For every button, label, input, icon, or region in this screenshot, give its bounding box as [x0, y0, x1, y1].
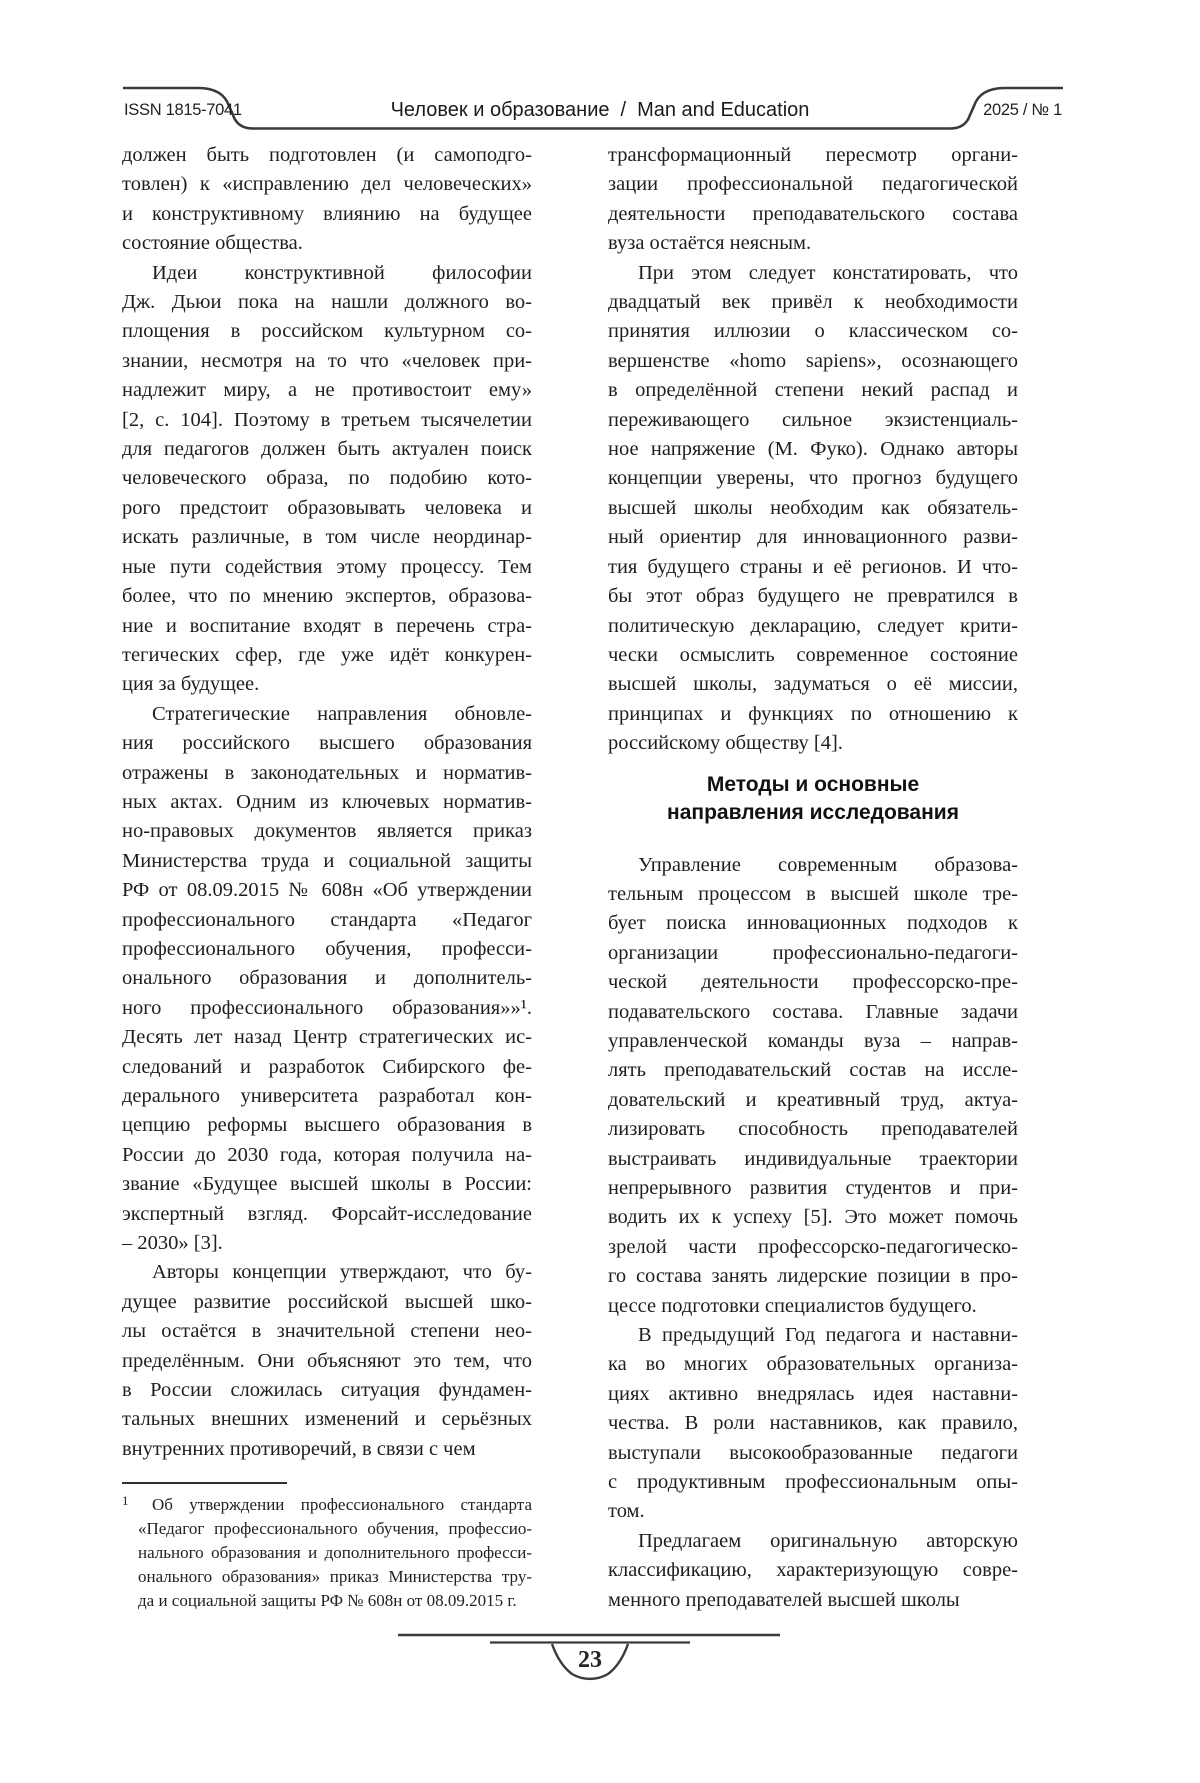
text-line: Идеи конструктивной философии	[152, 261, 532, 284]
text-line: внутренних противоречий, в связи с чем	[122, 1437, 476, 1460]
text-line: бы этот образ будущего не превратился в	[608, 585, 1018, 608]
text-line: принципах и функциях по отношению к	[608, 702, 1018, 725]
paragraph	[608, 141, 1018, 259]
page-number: 23	[578, 1647, 602, 1673]
right-column-paragraphs	[608, 141, 1018, 1615]
footnote-line: да и социальной защиты РФ № 608н от 08.09.2015 г.	[138, 1591, 517, 1611]
text-line: вершенстве «homo sapiens», осознающего	[608, 349, 1018, 372]
text-line: водить их к успеху [5]. Это может помочь	[608, 1206, 1018, 1229]
text-line: довательский и креативный труд, актуа-	[608, 1088, 1018, 1111]
text-line: Управление современным образова-	[638, 853, 1018, 876]
footnote-line: онального образования» приказ Министерства тру-	[138, 1567, 532, 1587]
text-line: дущее развитие российской высшей шко-	[122, 1290, 532, 1313]
text-line: классификацию, характеризующую совре-	[608, 1559, 1018, 1582]
paragraph	[608, 259, 1018, 759]
left-column-paragraphs	[122, 141, 532, 1464]
footnote-line: «Педагог профессионального обучения, профессио-	[138, 1519, 532, 1539]
text-line: дерального университета разработал кон-	[122, 1085, 532, 1107]
text-line: высшей школы, задуматься о её миссии,	[608, 673, 1018, 696]
text-line: высшей школы необходим как обязатель-	[608, 496, 1018, 519]
text-line: профессионального стандарта «Педагог	[122, 908, 532, 931]
text-line: подавательского состава. Главные задачи	[608, 1000, 1018, 1023]
text-line: ных актах. Одним из ключевых норматив-	[122, 790, 532, 813]
text-line: организации профессионально-педагоги-	[608, 941, 1018, 964]
text-line: Авторы концепции утверждают, что бу-	[152, 1261, 532, 1284]
text-line: цепцию реформы высшего образования в	[122, 1114, 532, 1137]
paragraph	[608, 851, 1018, 1322]
text-line: отражены в законодательных и норматив-	[122, 761, 532, 784]
text-line: ция за будущее.	[122, 673, 260, 696]
text-line: с продуктивным профессиональным опы-	[608, 1471, 1018, 1494]
text-line: ния российского высшего образования	[122, 732, 532, 755]
text-line: выстраивать индивидуальные траектории	[608, 1147, 1018, 1170]
paragraph	[122, 141, 532, 259]
text-line: ный ориентир для инновационного разви-	[608, 526, 1018, 549]
heading-line: Методы и основные	[706, 772, 920, 796]
text-line: надлежит миру, а не противостоит ему»	[122, 379, 532, 402]
text-line: лы остаётся в значительной степени нео-	[122, 1320, 532, 1343]
text-line: зрелой части профессорско-педагогическо-	[608, 1235, 1018, 1258]
text-line: Десять лет назад Центр стратегических ис-	[122, 1026, 532, 1049]
text-line: В предыдущий Год педагога и наставни-	[638, 1324, 1018, 1347]
paragraph	[608, 1527, 1018, 1615]
text-line: цессе подготовки специалистов будущего.	[608, 1294, 977, 1317]
text-line: ного профессионального образования»»¹.	[122, 996, 532, 1019]
text-line: тегических сфер, где уже идёт конкурен-	[122, 643, 532, 666]
text-line: концепции уверены, что прогноз будущего	[608, 467, 1018, 490]
text-line: чески осмыслить современное состояние	[608, 643, 1018, 666]
heading-line: направления исследования	[667, 800, 959, 824]
text-line: чества. В роли наставников, как правило,	[608, 1412, 1018, 1435]
text-line: звание «Будущее высшей школы в России:	[122, 1173, 532, 1196]
text-line: ческой деятельности профессорско-пре-	[608, 971, 1018, 994]
text-line: непрерывного развития студентов и при-	[608, 1177, 1018, 1199]
text-line: [2, с. 104]. Поэтому в третьем тысячелетии	[122, 408, 532, 431]
text-line: двадцатый век привёл к необходимости	[608, 291, 1018, 314]
text-line: экспертный взгляд. Форсайт-исследование	[122, 1202, 532, 1225]
text-line: лизировать способность преподавателей	[608, 1118, 1018, 1141]
paragraph	[122, 259, 532, 700]
text-line: выступали высокообразованные педагоги	[608, 1441, 1018, 1464]
text-line: и конструктивному влиянию на будущее	[122, 202, 532, 225]
text-line: рого предстоит образовывать человека и	[122, 496, 532, 519]
text-line: пределённым. Они объясняют это тем, что	[122, 1349, 532, 1372]
text-line: ка во многих образовательных организа-	[608, 1353, 1018, 1376]
text-line: ные пути содействия этому процессу. Тем	[122, 555, 532, 578]
text-line: онального образования и дополнитель-	[122, 967, 532, 990]
text-line: тия будущего страны и её регионов. И что-	[608, 555, 1018, 578]
text-line: РФ от 08.09.2015 № 608н «Об утверждении	[122, 879, 532, 902]
text-line: в России сложилась ситуация фундамен-	[122, 1379, 532, 1402]
text-line: знании, несмотря на то что «человек при-	[122, 349, 532, 372]
text-line: российскому обществу [4].	[608, 732, 843, 755]
text-line: лять преподавательский состав на иссле-	[608, 1059, 1018, 1082]
footnote-line: нального образования и дополнительного професси-	[138, 1543, 532, 1563]
text-line: Дж. Дьюи пока на нашли должного во-	[122, 291, 532, 314]
section-heading	[608, 771, 1018, 827]
text-line: тальных внешних изменений и серьёзных	[122, 1408, 532, 1431]
text-line: менного преподавателей высшей школы	[608, 1588, 960, 1611]
text-line: тельным процессом в высшей школе тре-	[608, 882, 1018, 905]
text-line: переживающего сильное экзистенциаль-	[608, 408, 1018, 431]
text-line: принятия иллюзии о классическом со-	[608, 320, 1018, 343]
text-line: но-правовых документов является приказ	[122, 820, 532, 843]
text-line: состояние общества.	[122, 232, 303, 255]
text-line: искать различные, в том числе неординар-	[122, 526, 532, 549]
footnote-separator	[122, 1482, 287, 1484]
text-line: ное напряжение (М. Фуко). Однако авторы	[608, 438, 1018, 461]
text-line: зации профессиональной педагогической	[608, 173, 1018, 196]
text-line: Министерства труда и социальной защиты	[122, 849, 532, 872]
text-line: – 2030» [3].	[122, 1232, 223, 1255]
journal-title-ru: Человек и образование	[390, 99, 610, 121]
text-line: трансформационный пересмотр органи-	[608, 144, 1018, 166]
text-line: политическую декларацию, следует крити-	[608, 614, 1018, 637]
text-line: При этом следует констатировать, что	[638, 261, 1018, 284]
text-line: том.	[608, 1500, 645, 1523]
issn-label: ISSN 1815-7041	[124, 101, 242, 119]
text-line: Предлагаем оригинальную авторскую	[638, 1529, 1018, 1552]
left-column	[122, 141, 532, 1613]
footnote-line: 1 Об утверждении профессионального стандарта	[138, 1493, 532, 1517]
text-line: следований и разработок Сибирского фе-	[122, 1055, 532, 1078]
right-column	[608, 141, 1018, 1615]
text-line: ние и воспитание входят в перечень стра-	[122, 614, 532, 637]
paragraph	[122, 1258, 532, 1464]
paragraph	[122, 700, 532, 1259]
text-line: циях активно внедрялась идея наставни-	[608, 1382, 1018, 1405]
text-line: площения в российском культурном со-	[122, 320, 532, 343]
text-line: более, что по мнению экспертов, образова-	[122, 585, 532, 608]
journal-title-divider: /	[620, 99, 627, 121]
text-line: бует поиска инновационных подходов к	[608, 912, 1018, 935]
text-line: деятельности преподавательского состава	[608, 202, 1018, 225]
text-line: Стратегические направления обновле-	[152, 702, 532, 725]
text-line: го состава занять лидерские позиции в про-	[608, 1265, 1018, 1288]
footnote-marker: 1	[122, 1493, 129, 1509]
issue-label: 2025 / № 1	[983, 101, 1062, 119]
text-line: вуза остаётся неясным.	[608, 232, 812, 255]
text-line: профессионального обучения, професси-	[122, 937, 532, 960]
text-line: человеческого образа, по подобию кото-	[122, 467, 532, 490]
paragraph	[608, 1321, 1018, 1527]
text-line: для педагогов должен быть актуален поиск	[122, 438, 532, 461]
text-line: товлен) к «исправлению дел человеческих»	[122, 173, 532, 196]
journal-title-en: Man and Education	[637, 99, 810, 121]
footnote	[122, 1493, 532, 1613]
text-line: в определённой степени некий распад и	[608, 379, 1018, 402]
text-line: управленческой команды вуза – направ-	[608, 1029, 1018, 1052]
text-line: должен быть подготовлен (и самоподго-	[122, 144, 532, 166]
text-line: России до 2030 года, которая получила на-	[122, 1143, 532, 1166]
